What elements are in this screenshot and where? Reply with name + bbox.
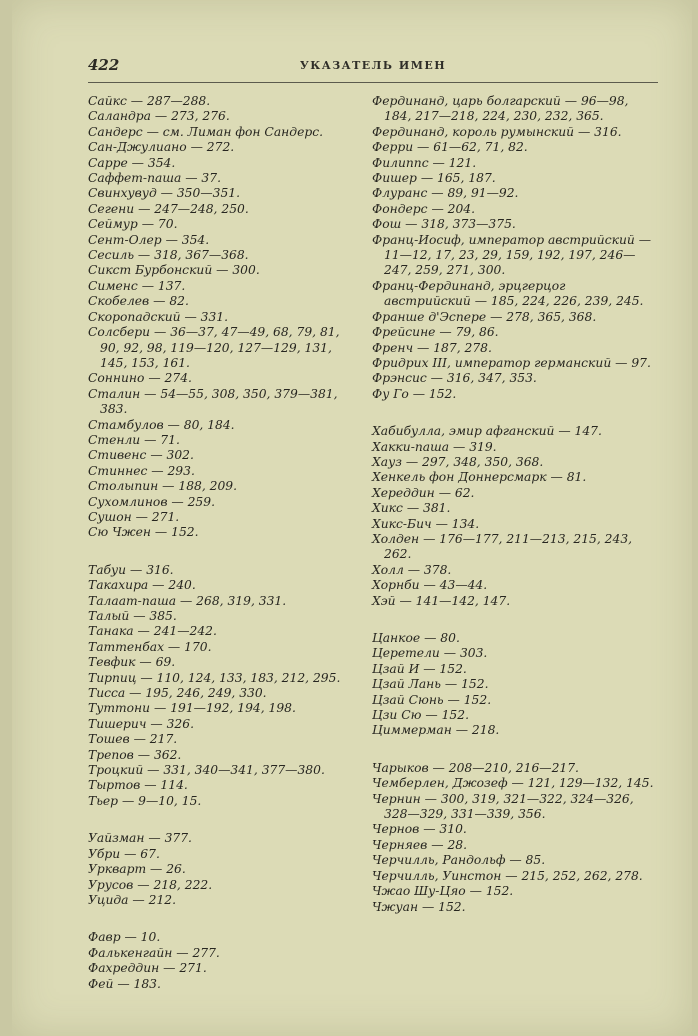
index-entry: Франц-Иосиф, император австрийский — 11—12, 17, 23, 29, 159, 192, 197, 246—247, 259, 271, 300.: [372, 232, 652, 278]
index-entry: Тишерич — 326.: [88, 716, 194, 731]
page-number: 422: [88, 56, 120, 74]
index-entry: Трепов — 362.: [88, 747, 182, 762]
index-entry: Черчилль, Рандольф — 85.: [372, 853, 546, 868]
index-entry: Стивенс — 302.: [88, 448, 194, 463]
index-entry: Танака — 241—242.: [88, 624, 217, 639]
index-entry: Скобелев — 82.: [88, 294, 189, 309]
index-entry: Цзай Сюнь — 152.: [372, 692, 492, 707]
index-entry: Хорнби — 43—44.: [372, 578, 488, 593]
index-entry: Таттенбах — 170.: [88, 639, 212, 654]
index-entry: Франше д'Эспере — 278, 365, 368.: [372, 309, 597, 324]
index-entry: Фу Го — 152.: [372, 386, 457, 401]
index-column-right: [372, 94, 654, 915]
index-entry: Фишер — 165, 187.: [372, 171, 496, 186]
index-entry: Хенкель фон Доннерсмарк — 81.: [372, 470, 587, 485]
running-title: УКАЗАТЕЛЬ ИМЕН: [299, 59, 447, 72]
index-entry: Уцида — 212.: [88, 892, 177, 907]
index-entry: Чжуан — 152.: [372, 899, 466, 914]
index-entry: Фахреддин — 271.: [88, 961, 207, 976]
index-entry: Тошев — 217.: [88, 732, 178, 747]
index-entry: Туттони — 191—192, 194, 198.: [88, 701, 296, 716]
index-entry: Флуранс — 89, 91—92.: [372, 186, 519, 201]
index-entry: Хабибулла, эмир афганский — 147.: [372, 424, 602, 439]
index-entry: Скоропадский — 331.: [88, 309, 229, 324]
index-entry: Цзай И — 152.: [372, 661, 467, 676]
index-entry: Тирпиц — 110, 124, 133, 183, 212, 295.: [88, 670, 341, 685]
index-entry: Френч — 187, 278.: [372, 340, 492, 355]
index-entry: Черчилль, Уинстон — 215, 252, 262, 278.: [372, 868, 643, 883]
index-entry: Фей — 183.: [88, 976, 161, 991]
index-entry: Сименс — 137.: [88, 278, 186, 293]
index-entry: Сайкс — 287—288.: [88, 94, 211, 108]
index-entry: Фрейсине — 79, 86.: [372, 325, 499, 340]
index-entry: Сикст Бурбонский — 300.: [88, 263, 260, 278]
index-entry: Чернов — 310.: [372, 822, 467, 837]
section-gap: [372, 402, 654, 424]
index-entry: Сухомлинов — 259.: [88, 494, 215, 509]
index-entry: Свинхувуд — 350—351.: [88, 186, 240, 201]
index-entry: Столыпин — 188, 209.: [88, 479, 238, 494]
header-rule: [88, 82, 658, 83]
index-entry: Фондерс — 204.: [372, 201, 476, 216]
index-entry: Саффет-паша — 37.: [88, 171, 221, 186]
index-entry: Фридрих III, император германский — 97.: [372, 355, 651, 370]
index-entry: Фалькенгайн — 277.: [88, 945, 220, 960]
index-entry: Талаат-паша — 268, 319, 331.: [88, 593, 287, 608]
index-entry: Табуи — 316.: [88, 562, 174, 577]
index-entry: Саландра — 273, 276.: [88, 109, 230, 124]
index-entry: Тьер — 9—10, 15.: [88, 793, 202, 808]
index-entry: Циммерман — 218.: [372, 723, 500, 738]
index-entry: Цанкое — 80.: [372, 631, 460, 645]
index-entry: Фердинанд, король румынский — 316.: [372, 124, 622, 139]
index-entry: Сент-Олер — 354.: [88, 232, 210, 247]
index-entry: Хереддин — 62.: [372, 485, 475, 500]
index-entry: Фердинанд, царь болгарский — 96—98, 184, 217—218, 224, 230, 232, 365.: [372, 94, 629, 124]
index-entry: Такахира — 240.: [88, 578, 196, 593]
index-entry: Фош — 318, 373—375.: [372, 217, 516, 232]
index-entry: Стиннес — 293.: [88, 463, 195, 478]
index-entry: Цзай Лань — 152.: [372, 677, 489, 692]
index-entry: Хауз — 297, 348, 350, 368.: [372, 454, 544, 469]
index-entry: Сушон — 271.: [88, 509, 180, 524]
index-entry: Цзи Сю — 152.: [372, 708, 469, 723]
index-entry: Соннино — 274.: [88, 371, 192, 386]
page-header: [88, 56, 658, 80]
index-entry: Сандерс — см. Лиман фон Сандерс.: [88, 124, 324, 139]
index-entry: Сеймур — 70.: [88, 217, 178, 232]
index-entry: Чжао Шу-Цяо — 152.: [372, 884, 514, 899]
index-entry: Сарре — 354.: [88, 155, 176, 170]
index-entry: Ферри — 61—62, 71, 82.: [372, 140, 528, 155]
index-entry: Убри — 67.: [88, 846, 160, 861]
index-entry: Сегени — 247—248, 250.: [88, 201, 249, 216]
index-entry: Сан-Джулиано — 272.: [88, 140, 235, 155]
index-entry: Талый — 385.: [88, 609, 177, 623]
index-entry: Чемберлен, Джозеф — 121, 129—132, 145.: [372, 776, 654, 791]
index-entry: Франц-Фердинанд, эрцгерцог австрийский — 185, 224, 226, 239, 245.: [372, 278, 644, 309]
index-entry: Уркварт — 26.: [88, 862, 186, 877]
section-gap: [88, 908, 350, 930]
section-gap: [372, 739, 654, 761]
index-entry: Хикс-Бич — 134.: [372, 516, 480, 531]
index-entry: Хэй — 141—142, 147.: [372, 593, 511, 608]
index-entry: Холл — 378.: [372, 562, 452, 577]
index-entry: Сесиль — 318, 367—368.: [88, 248, 249, 263]
index-column-left: [88, 94, 350, 992]
index-entry: Сталин — 54—55, 308, 350, 379—381, 383.: [88, 386, 338, 417]
index-entry: Чернин — 300, 319, 321—322, 324—326, 328—329, 331—339, 356.: [372, 791, 634, 822]
section-gap: [88, 541, 350, 563]
index-entry: Урусов — 218, 222.: [88, 877, 213, 892]
index-entry: Черняев — 28.: [372, 837, 468, 852]
index-entry: Холден — 176—177, 211—213, 215, 243, 262.: [372, 531, 633, 562]
index-entry: Сю Чжен — 152.: [88, 525, 199, 540]
index-entry: Фрэнсис — 316, 347, 353.: [372, 371, 537, 386]
index-entry: Тисса — 195, 246, 249, 330.: [88, 686, 267, 701]
index-entry: Хакки-паша — 319.: [372, 439, 497, 454]
index-entry: Церетели — 303.: [372, 646, 488, 661]
index-entry: Стенли — 71.: [88, 432, 180, 447]
index-entry: Тыртов — 114.: [88, 778, 188, 793]
index-entry: Стамбулов — 80, 184.: [88, 417, 235, 432]
index-entry: Филиппс — 121.: [372, 155, 477, 170]
index-entry: Фавр — 10.: [88, 930, 161, 945]
index-entry: Тевфик — 69.: [88, 655, 176, 670]
section-gap: [88, 809, 350, 831]
index-entry: Чарыков — 208—210, 216—217.: [372, 760, 579, 775]
section-gap: [372, 609, 654, 631]
index-entry: Хикс — 381.: [372, 501, 451, 516]
index-entry: Троцкий — 331, 340—341, 377—380.: [88, 763, 325, 778]
index-entry: Уайзман — 377.: [88, 831, 192, 846]
index-entry: Солсбери — 36—37, 47—49, 68, 79, 81, 90, 92, 98, 119—120, 127—129, 131, 145, 153, 161.: [88, 325, 340, 370]
